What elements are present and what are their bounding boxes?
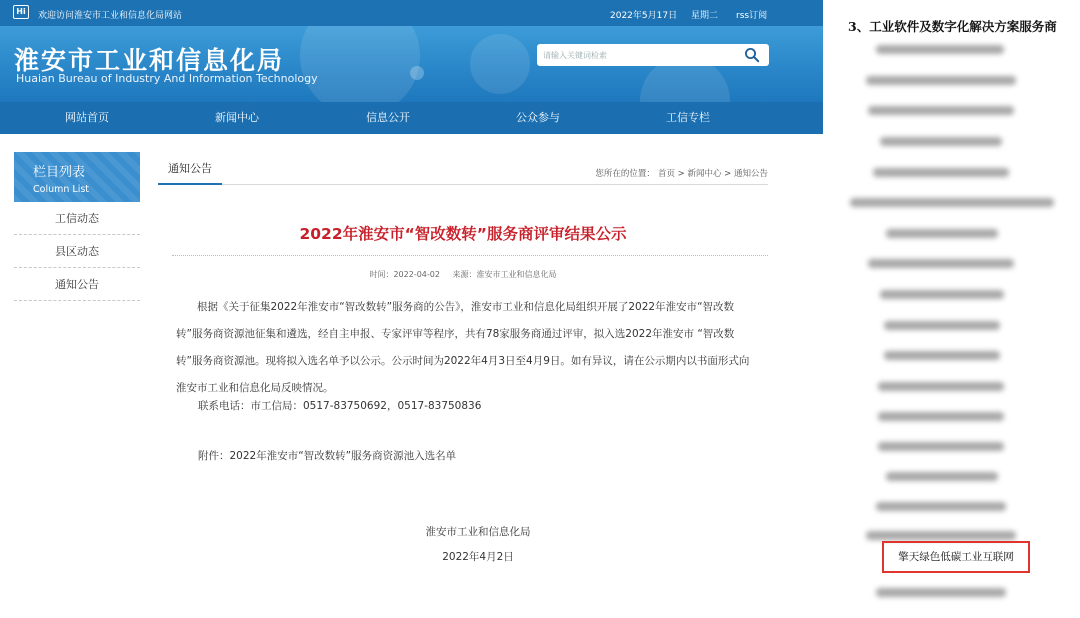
blurred-list-item xyxy=(838,40,1080,58)
breadcrumb-path[interactable]: 首页 > 新闻中心 > 通知公告 xyxy=(657,169,768,179)
article-body xyxy=(176,294,756,402)
highlighted-provider-name: 擎天绿色低碳工业互联网 xyxy=(898,551,1014,563)
breadcrumb-prefix: 您所在的位置： xyxy=(595,169,655,179)
column-list-subtitle: Column List xyxy=(33,184,90,195)
tab-notices[interactable]: 通知公告 xyxy=(158,152,222,185)
sidebar-item-industry-news[interactable]: 工信动态 xyxy=(14,202,140,235)
current-weekday: 星期二 xyxy=(691,11,719,21)
breadcrumb xyxy=(592,167,768,179)
blurred-list-item xyxy=(838,437,1080,455)
search-input[interactable] xyxy=(543,47,733,63)
article-source: 来源：淮安市工业和信息化局 xyxy=(452,270,557,279)
nav-public-participation[interactable]: 公众参与 xyxy=(516,111,560,124)
search-icon[interactable] xyxy=(744,47,760,63)
hi-icon: Hi xyxy=(13,5,29,19)
blurred-list-item xyxy=(838,163,1080,181)
publish-time: 时间：2022-04-02 xyxy=(369,270,440,279)
article-paragraph: 根据《关于征集2022年淮安市“智改数转”服务商的公告》，淮安市工业和信息化局组织开展了2022年淮安市“智改数转”服务商资源池征集和遴选，经自主申报、专家评审等程序，共有78家服务商通过评审，拟入选2022年淮安市 “智改数转”服务商资源池。现将拟入选名单予以公示。公示时间为2022年4月3日至4月9日。如有异议，请在公示期内以书面形式向淮安市工业和信息化局反映情况。 xyxy=(176,301,750,394)
blurred-list-item xyxy=(838,71,1080,89)
highlighted-provider-entry[interactable] xyxy=(882,541,1030,573)
blurred-list-item xyxy=(838,377,1080,395)
signature-date: 2022年4月2日 xyxy=(442,551,514,563)
column-list-title: 栏目列表 xyxy=(33,165,86,180)
decor-bubble xyxy=(470,34,530,94)
blurred-list-item xyxy=(838,316,1080,334)
blurred-list-item xyxy=(838,407,1080,425)
attachment-link[interactable]: 附件：2022年淮安市“智改数转”服务商资源池入选名单 xyxy=(198,450,457,462)
column-sidebar xyxy=(14,152,140,301)
provider-list-panel xyxy=(838,0,1080,618)
blurred-list-item xyxy=(838,132,1080,150)
nav-special-column[interactable]: 工信专栏 xyxy=(666,111,710,124)
sidebar-item-county-news[interactable]: 县区动态 xyxy=(14,235,140,268)
blurred-list-item xyxy=(838,193,1080,211)
article-title: 2022年淮安市“智改数转”服务商评审结果公示 xyxy=(299,225,627,243)
article-content xyxy=(158,152,768,612)
signature-org: 淮安市工业和信息化局 xyxy=(425,526,531,538)
article-meta xyxy=(158,269,768,280)
decor-bubble xyxy=(410,66,424,80)
contact-phone: 联系电话：市工信局：0517-83750692，0517-83750836 xyxy=(198,400,482,412)
nav-news[interactable]: 新闻中心 xyxy=(215,111,259,124)
welcome-text: 欢迎访问淮安市工业和信息化局网站 xyxy=(38,11,183,21)
blurred-list-item xyxy=(838,497,1080,515)
nav-home[interactable]: 网站首页 xyxy=(65,111,109,124)
divider xyxy=(172,255,768,256)
blurred-list-item xyxy=(838,583,1080,601)
site-banner xyxy=(0,26,823,102)
rss-link[interactable]: rss订阅 xyxy=(736,11,768,21)
main-nav xyxy=(0,102,823,134)
column-list-header xyxy=(14,152,140,202)
site-subtitle: Huaian Bureau of Industry And Information Technology xyxy=(16,72,318,85)
sidebar-item-notices[interactable]: 通知公告 xyxy=(14,268,140,301)
top-bar xyxy=(0,0,823,26)
blurred-list-item xyxy=(838,254,1080,272)
site-title[interactable]: 淮安市工业和信息化局 xyxy=(14,46,285,75)
nav-info-public[interactable]: 信息公开 xyxy=(366,111,410,124)
decor-bubble xyxy=(300,26,420,102)
blurred-list-item xyxy=(838,346,1080,364)
search-box xyxy=(537,44,769,66)
blurred-list-item xyxy=(838,101,1080,119)
current-date: 2022年5月17日 xyxy=(610,11,678,21)
provider-list-heading: 3、工业软件及数字化解决方案服务商 xyxy=(848,19,1057,34)
section-header xyxy=(158,152,768,185)
blurred-list-item xyxy=(838,285,1080,303)
blurred-list-item xyxy=(838,467,1080,485)
blurred-list-item xyxy=(838,224,1080,242)
